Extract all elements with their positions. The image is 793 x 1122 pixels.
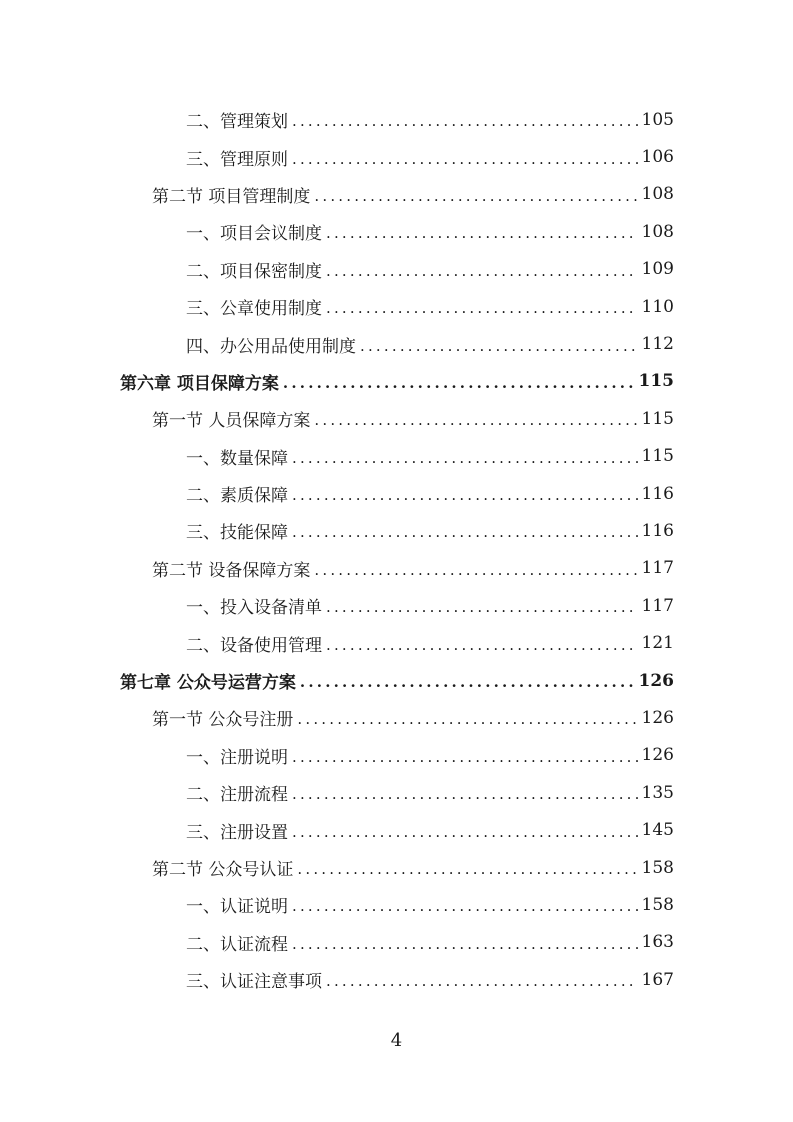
toc-entry-page: 126 xyxy=(638,670,674,691)
toc-entry-page: 110 xyxy=(641,296,674,317)
toc-section-entry xyxy=(0,400,793,437)
toc-entry-title: 一、投入设备清单 xyxy=(186,598,322,619)
toc-subsection-entry xyxy=(0,213,793,250)
toc-subsection-entry xyxy=(0,924,793,961)
toc-subsection-entry xyxy=(0,101,793,138)
toc-entry-page: 115 xyxy=(641,446,674,467)
toc-entry-page: 167 xyxy=(641,969,674,990)
toc-entry-title: 二、项目保密制度 xyxy=(186,261,322,282)
toc-dot-leader xyxy=(292,937,638,952)
toc-entry-title: 一、认证说明 xyxy=(186,897,288,918)
toc-subsection-entry xyxy=(0,475,793,512)
toc-dot-leader xyxy=(292,114,638,129)
toc-entry-page: 112 xyxy=(641,334,674,355)
toc-entry-title: 一、数量保障 xyxy=(186,448,288,469)
toc-dot-leader xyxy=(292,899,638,914)
toc-subsection-entry xyxy=(0,251,793,288)
toc-dot-leader xyxy=(314,563,637,578)
toc-subsection-entry xyxy=(0,624,793,661)
toc-entry-title: 第二节 项目管理制度 xyxy=(152,186,311,207)
toc-entry-page: 145 xyxy=(641,820,674,841)
toc-entry-title: 二、注册流程 xyxy=(186,785,288,806)
toc-entry-title: 一、项目会议制度 xyxy=(186,224,322,245)
toc-subsection-entry xyxy=(0,886,793,923)
toc-dot-leader xyxy=(326,974,638,989)
toc-entry-title: 二、素质保障 xyxy=(186,486,288,507)
toc-dot-leader xyxy=(292,525,638,540)
toc-dot-leader xyxy=(326,301,638,316)
toc-subsection-entry xyxy=(0,811,793,848)
toc-entry-page: 126 xyxy=(641,707,674,728)
toc-subsection-entry xyxy=(0,961,793,998)
toc-entry-page: 126 xyxy=(641,745,674,766)
toc-entry-title: 第一节 公众号注册 xyxy=(152,710,294,731)
toc-entry-title: 第二节 设备保障方案 xyxy=(152,560,311,581)
toc-entry-title: 三、技能保障 xyxy=(186,523,288,544)
toc-entry-title: 二、管理策划 xyxy=(186,112,288,133)
toc-entry-title: 三、注册设置 xyxy=(186,822,288,843)
toc-entry-page: 163 xyxy=(641,932,674,953)
toc-subsection-entry xyxy=(0,512,793,549)
toc-subsection-entry xyxy=(0,138,793,175)
toc-entry-page: 106 xyxy=(641,147,674,168)
toc-dot-leader xyxy=(292,488,638,503)
toc-dot-leader xyxy=(292,750,638,765)
toc-dot-leader xyxy=(326,600,638,615)
toc-dot-leader xyxy=(297,712,637,727)
toc-entry-page: 158 xyxy=(641,894,674,915)
toc-entry-title: 第一节 人员保障方案 xyxy=(152,411,311,432)
toc-dot-leader xyxy=(326,264,638,279)
toc-dot-leader xyxy=(292,451,638,466)
toc-entry-page: 121 xyxy=(641,633,674,654)
toc-entry-page: 117 xyxy=(641,558,674,579)
toc-dot-leader xyxy=(326,638,638,653)
toc-subsection-entry xyxy=(0,438,793,475)
toc-entry-page: 115 xyxy=(638,371,674,392)
toc-dot-leader xyxy=(283,376,635,391)
toc-entry-title: 二、认证流程 xyxy=(186,934,288,955)
toc-subsection-entry xyxy=(0,587,793,624)
toc-dot-leader xyxy=(297,862,637,877)
toc-entry-page: 158 xyxy=(641,857,674,878)
toc-entry-title: 三、管理原则 xyxy=(186,149,288,170)
toc-entry-page: 105 xyxy=(641,109,674,130)
toc-entry-title: 四、办公用品使用制度 xyxy=(186,336,356,357)
toc-chapter-entry xyxy=(0,662,793,699)
toc-dot-leader xyxy=(300,675,635,690)
toc-section-entry xyxy=(0,176,793,213)
toc-dot-leader xyxy=(314,189,637,204)
toc-entry-page: 108 xyxy=(641,221,674,242)
toc-dot-leader xyxy=(314,413,637,428)
table-of-contents xyxy=(0,101,793,998)
toc-section-entry xyxy=(0,550,793,587)
toc-subsection-entry xyxy=(0,774,793,811)
toc-entry-title: 三、认证注意事项 xyxy=(186,972,322,993)
toc-entry-page: 116 xyxy=(641,520,674,541)
toc-section-entry xyxy=(0,849,793,886)
toc-dot-leader xyxy=(292,825,638,840)
toc-entry-title: 一、注册说明 xyxy=(186,747,288,768)
page-number: 4 xyxy=(390,1030,403,1051)
toc-entry-title: 二、设备使用管理 xyxy=(186,635,322,656)
toc-section-entry xyxy=(0,699,793,736)
toc-entry-page: 109 xyxy=(641,259,674,280)
toc-entry-page: 108 xyxy=(641,184,674,205)
toc-entry-title: 第六章 项目保障方案 xyxy=(120,373,279,394)
toc-dot-leader xyxy=(360,339,638,354)
toc-subsection-entry xyxy=(0,737,793,774)
toc-entry-page: 117 xyxy=(641,595,674,616)
toc-dot-leader xyxy=(292,152,638,167)
toc-entry-title: 第二节 公众号认证 xyxy=(152,860,294,880)
toc-subsection-entry xyxy=(0,325,793,362)
toc-entry-page: 135 xyxy=(641,782,674,803)
toc-dot-leader xyxy=(292,787,638,802)
toc-entry-page: 115 xyxy=(641,408,674,429)
toc-subsection-entry xyxy=(0,288,793,325)
toc-chapter-entry xyxy=(0,363,793,400)
toc-dot-leader xyxy=(326,226,638,241)
toc-entry-title: 三、公章使用制度 xyxy=(186,299,322,320)
toc-entry-page: 116 xyxy=(641,483,674,504)
toc-entry-title: 第七章 公众号运营方案 xyxy=(120,673,296,694)
